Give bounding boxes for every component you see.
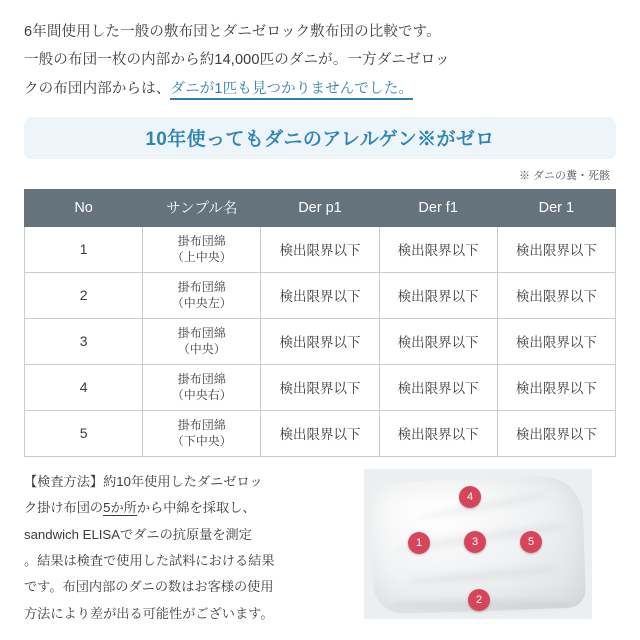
cell-der-p1: 検出限界以下	[261, 272, 379, 318]
futon-fold	[417, 491, 546, 521]
cell-sample	[143, 226, 261, 272]
cell-sample-line1: 掛布団綿	[177, 326, 226, 341]
cell-sample-line1: 掛布団綿	[177, 234, 226, 249]
intro-line-3-text: クの布団内部からは、	[24, 80, 171, 97]
footnote-allergen: ※ ダニの糞・死骸	[518, 169, 610, 182]
cell-der-p1: 検出限界以下	[261, 410, 379, 456]
cell-der-f1: 検出限界以下	[379, 272, 497, 318]
cell-sample	[143, 364, 261, 410]
cell-sample-line1: 掛布団綿	[177, 418, 226, 433]
intro-line-1: 6年間使用した一般の敷布団とダニゼロック敷布団の比較です。	[24, 24, 441, 40]
cell-der-f1: 検出限界以下	[379, 364, 497, 410]
cell-der-p1: 検出限界以下	[261, 226, 379, 272]
cell-der-f1: 検出限界以下	[379, 410, 497, 456]
cell-der-f1: 検出限界以下	[379, 318, 497, 364]
table-row	[25, 410, 616, 456]
cell-sample-line2: （中央左）	[171, 296, 232, 311]
table-header-row	[25, 189, 616, 226]
method-line-1: 【検査方法】約10年使用したダニゼロッ	[24, 473, 263, 489]
cell-der-1: 検出限界以下	[497, 272, 615, 318]
bottom-section	[24, 469, 616, 627]
headline-band	[24, 117, 616, 159]
sample-marker-4: 4	[459, 486, 481, 508]
cell-sample-line2: （下中央）	[171, 434, 232, 449]
cell-sample-line1: 掛布団綿	[177, 372, 226, 387]
cell-no: 4	[25, 364, 143, 410]
method-line-4: 。結果は検査で使用した試料における結果	[24, 553, 275, 569]
intro-line-2: 一般の布団一枚の内部から約14,000匹のダニが。一方ダニゼロッ	[24, 52, 450, 69]
futon-photo	[364, 469, 592, 619]
method-line-2-b: から中綿を採取し、	[136, 500, 256, 516]
cell-der-1: 検出限界以下	[497, 364, 615, 410]
futon-fold	[407, 564, 557, 586]
cell-sample-line2: （上中央）	[171, 250, 232, 265]
header-der-f1: Der f1	[379, 189, 497, 226]
table-row	[25, 272, 616, 318]
method-line-2	[24, 495, 354, 521]
header-der-1: Der 1	[497, 189, 615, 226]
method-underline: 5か所	[103, 500, 137, 516]
cell-der-1: 検出限界以下	[497, 318, 615, 364]
table-row	[25, 318, 616, 364]
table-row	[25, 364, 616, 410]
cell-sample	[143, 272, 261, 318]
sample-marker-2: 2	[468, 589, 490, 611]
cell-sample-line2: （中央右）	[171, 388, 232, 403]
cell-no: 2	[25, 272, 143, 318]
method-line-6: 方法により差が出る可能性がございます。	[24, 605, 274, 621]
cell-sample	[143, 410, 261, 456]
cell-der-1: 検出限界以下	[497, 410, 615, 456]
sample-marker-1: 1	[408, 532, 430, 554]
cell-der-f1: 検出限界以下	[379, 226, 497, 272]
cell-no: 3	[25, 318, 143, 364]
cell-no: 5	[25, 410, 143, 456]
header-sample: サンプル名	[143, 189, 261, 226]
cell-der-p1: 検出限界以下	[261, 318, 379, 364]
table-row	[25, 226, 616, 272]
cell-no: 1	[25, 226, 143, 272]
header-der-p1: Der p1	[261, 189, 379, 226]
results-table	[24, 189, 616, 457]
intro-paragraph	[24, 18, 616, 103]
cell-der-p1: 検出限界以下	[261, 364, 379, 410]
cell-sample-line2: （中央）	[177, 342, 226, 357]
cell-sample-line1: 掛布団綿	[177, 280, 226, 295]
method-text	[24, 469, 354, 627]
sample-marker-5: 5	[520, 531, 542, 553]
method-line-5: です。布団内部のダニの数はお客様の使用	[24, 579, 274, 595]
intro-highlight: ダニが1匹も見つかりませんでした。	[170, 81, 413, 100]
cell-sample	[143, 318, 261, 364]
intro-line-3	[24, 75, 616, 103]
headline-text: 10年使ってもダニのアレルゲン※がゼロ	[145, 129, 495, 151]
method-line-2-a: ク掛け布団の	[24, 500, 104, 516]
cell-der-1: 検出限界以下	[497, 226, 615, 272]
sample-marker-3: 3	[464, 531, 486, 553]
method-line-3: sandwich ELISAでダニの抗原量を測定	[24, 526, 252, 542]
header-no: No	[25, 189, 143, 226]
